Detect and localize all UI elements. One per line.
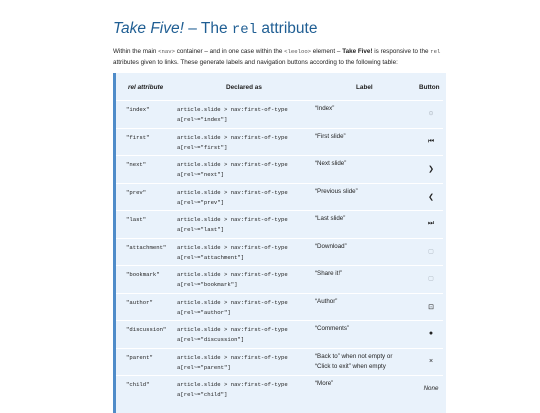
table-row	[116, 210, 443, 238]
intro-nav-code: <nav>	[158, 48, 175, 55]
rel-value: "next"	[126, 161, 147, 168]
header-rel: rel attribute	[128, 84, 164, 91]
label-line-1: “Previous slide”	[315, 187, 358, 195]
declared-line-2: a[rel~="attachment"]	[177, 253, 245, 261]
label-line-1: “Last slide”	[315, 215, 346, 222]
declared-line-2: a[rel~="last"]	[177, 226, 224, 233]
label-line-1: “Next slide”	[315, 160, 347, 167]
table-row	[116, 375, 443, 403]
declared-line-2: a[rel~="prev"]	[177, 198, 224, 206]
title-dash: – The	[183, 20, 232, 37]
declared-line-1: article.slide > nav:first-of-type	[177, 243, 288, 251]
declared-line-2: a[rel~="author"]	[177, 308, 231, 316]
intro-text-5: attributes given to links. These generate labels and navigation buttons according to the following table:	[113, 59, 398, 66]
intro-text-4: is responsive to the	[372, 48, 431, 55]
intro-leeloo-code: <leeloo>	[284, 48, 312, 55]
header-label: Label	[356, 84, 373, 91]
title-code: rel	[231, 22, 258, 38]
label-line-1: “More”	[315, 380, 334, 387]
button-glyph: ▢	[428, 276, 434, 282]
intro-text-3: element –	[311, 48, 343, 55]
rel-value: "author"	[126, 298, 153, 306]
page-title	[113, 20, 317, 38]
intro-text-1: Within the main	[113, 48, 159, 55]
declared-line-1: article.slide > nav:first-of-type	[177, 353, 288, 361]
rel-value: "discussion"	[126, 326, 167, 333]
declared-line-2: a[rel~="first"]	[177, 143, 228, 151]
button-glyph: ●	[428, 330, 434, 337]
label-line-1: “Comments”	[315, 325, 350, 332]
rel-table	[113, 73, 446, 413]
declared-line-2: a[rel~="parent"]	[177, 363, 231, 371]
declared-line-1: article.slide > nav:first-of-type	[177, 271, 288, 278]
button-glyph: ❮	[428, 193, 434, 201]
button-glyph: ▢	[428, 248, 434, 255]
table-row	[116, 128, 443, 156]
declared-line-2: a[rel~="bookmark"]	[177, 281, 238, 288]
declared-line-1: article.slide > nav:first-of-type	[177, 188, 288, 196]
table-row	[116, 238, 443, 266]
button-glyph: None	[423, 385, 439, 392]
table-header	[116, 73, 443, 100]
rel-value: "parent"	[126, 353, 153, 361]
button-glyph: ⊡	[428, 303, 434, 311]
declared-line-1: article.slide > nav:first-of-type	[177, 298, 288, 306]
rel-value: "bookmark"	[126, 271, 160, 278]
declared-line-1: article.slide > nav:first-of-type	[177, 381, 288, 388]
title-brand: Take Five!	[113, 20, 184, 37]
button-glyph: ❯	[428, 166, 434, 173]
header-declared: Declared as	[226, 84, 262, 91]
button-glyph: ⊙	[428, 111, 434, 117]
declared-line-1: article.slide > nav:first-of-type	[177, 106, 288, 113]
table-row	[116, 293, 443, 321]
declared-line-1: article.slide > nav:first-of-type	[177, 133, 288, 141]
label-line-2: “Click to exit” when empty	[315, 362, 386, 370]
rel-value: "attachment"	[126, 243, 167, 251]
declared-line-2: a[rel~="index"]	[177, 116, 228, 123]
label-line-1: “Author”	[315, 297, 338, 305]
intro-rel-code: rel	[430, 48, 441, 55]
label-line-1: “Download”	[315, 242, 347, 250]
rel-value: "prev"	[126, 188, 147, 196]
table-row	[116, 183, 443, 211]
declared-line-1: article.slide > nav:first-of-type	[177, 326, 288, 333]
rel-value: "last"	[126, 216, 147, 223]
table-row	[116, 320, 443, 348]
table-row	[116, 348, 443, 376]
header-button: Button	[419, 84, 440, 91]
declared-line-2: a[rel~="child"]	[177, 391, 228, 398]
declared-line-1: article.slide > nav:first-of-type	[177, 216, 288, 223]
table-row	[116, 155, 443, 183]
intro-text-2: container – and in one case within the	[174, 48, 285, 55]
label-line-1: “Back to” when not empty or	[315, 352, 393, 360]
label-line-1: “First slide”	[315, 132, 346, 140]
title-rest: attribute	[257, 20, 318, 37]
rel-value: "child"	[126, 381, 150, 388]
button-glyph: ×	[428, 357, 434, 365]
declared-line-2: a[rel~="next"]	[177, 171, 224, 178]
rel-value: "index"	[126, 106, 150, 113]
declared-line-1: article.slide > nav:first-of-type	[177, 161, 288, 168]
button-glyph: ⏮	[427, 137, 435, 145]
label-line-1: “Index”	[315, 105, 335, 112]
intro-brand: Take Five!	[342, 48, 373, 55]
intro-paragraph	[113, 46, 443, 68]
rel-value: "first"	[126, 133, 150, 141]
button-glyph: ⏭	[427, 220, 435, 227]
label-line-1: “Share it!”	[315, 270, 343, 277]
table-row	[116, 100, 443, 128]
table-row	[116, 265, 443, 293]
declared-line-2: a[rel~="discussion"]	[177, 336, 245, 343]
